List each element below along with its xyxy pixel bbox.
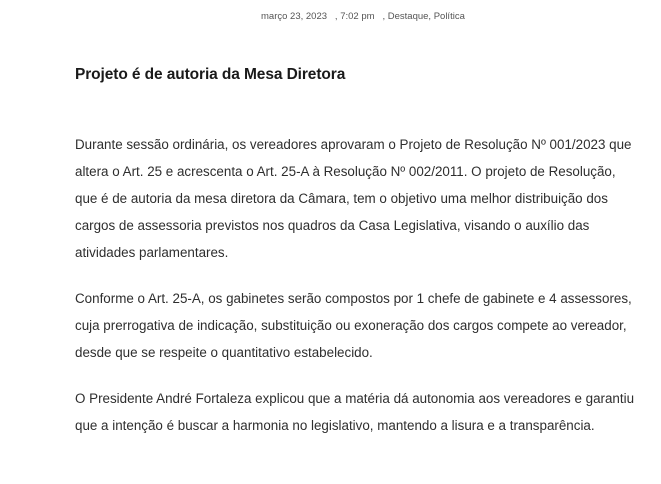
article-paragraph: Conforme o Art. 25-A, os gabinetes serão compostos por 1 chefe de gabinete e 4 assessores, cuja prerrogativa de indicação, substituição ou exoneração dos cargos compete ao vereador, desde que se respeite o quantitativo estabelecido. <box>75 291 632 360</box>
meta-separator: , <box>374 11 388 22</box>
article-paragraph: O Presidente André Fortaleza explicou que a matéria dá autonomia aos vereadores e garantiu que a intenção é buscar a harmonia no legislativo, mantendo a lisura e a transparência. <box>75 391 635 433</box>
article-title: Projeto é de autoria da Mesa Diretora <box>75 66 346 83</box>
article-paragraph: Durante sessão ordinária, os vereadores aprovaram o Projeto de Resolução Nº 001/2023 que altera o Art. 25 e acrescenta o Art. 25-A à Resolução Nº 002/2011. O projeto de Resolução, que é de autoria da mesa diretora da Câmara, tem o objetivo uma melhor distribuição dos cargos de assessoria previstos nos quadros da Casa Legislativa, visando o auxílio das atividades parlamentares. <box>75 137 632 260</box>
meta-separator: , <box>327 11 341 22</box>
post-categories[interactable]: Destaque, Política <box>387 11 465 22</box>
post-meta <box>261 11 465 22</box>
post-time: 7:02 pm <box>340 11 375 22</box>
article-body <box>75 131 640 458</box>
post-date: março 23, 2023 <box>261 11 328 22</box>
